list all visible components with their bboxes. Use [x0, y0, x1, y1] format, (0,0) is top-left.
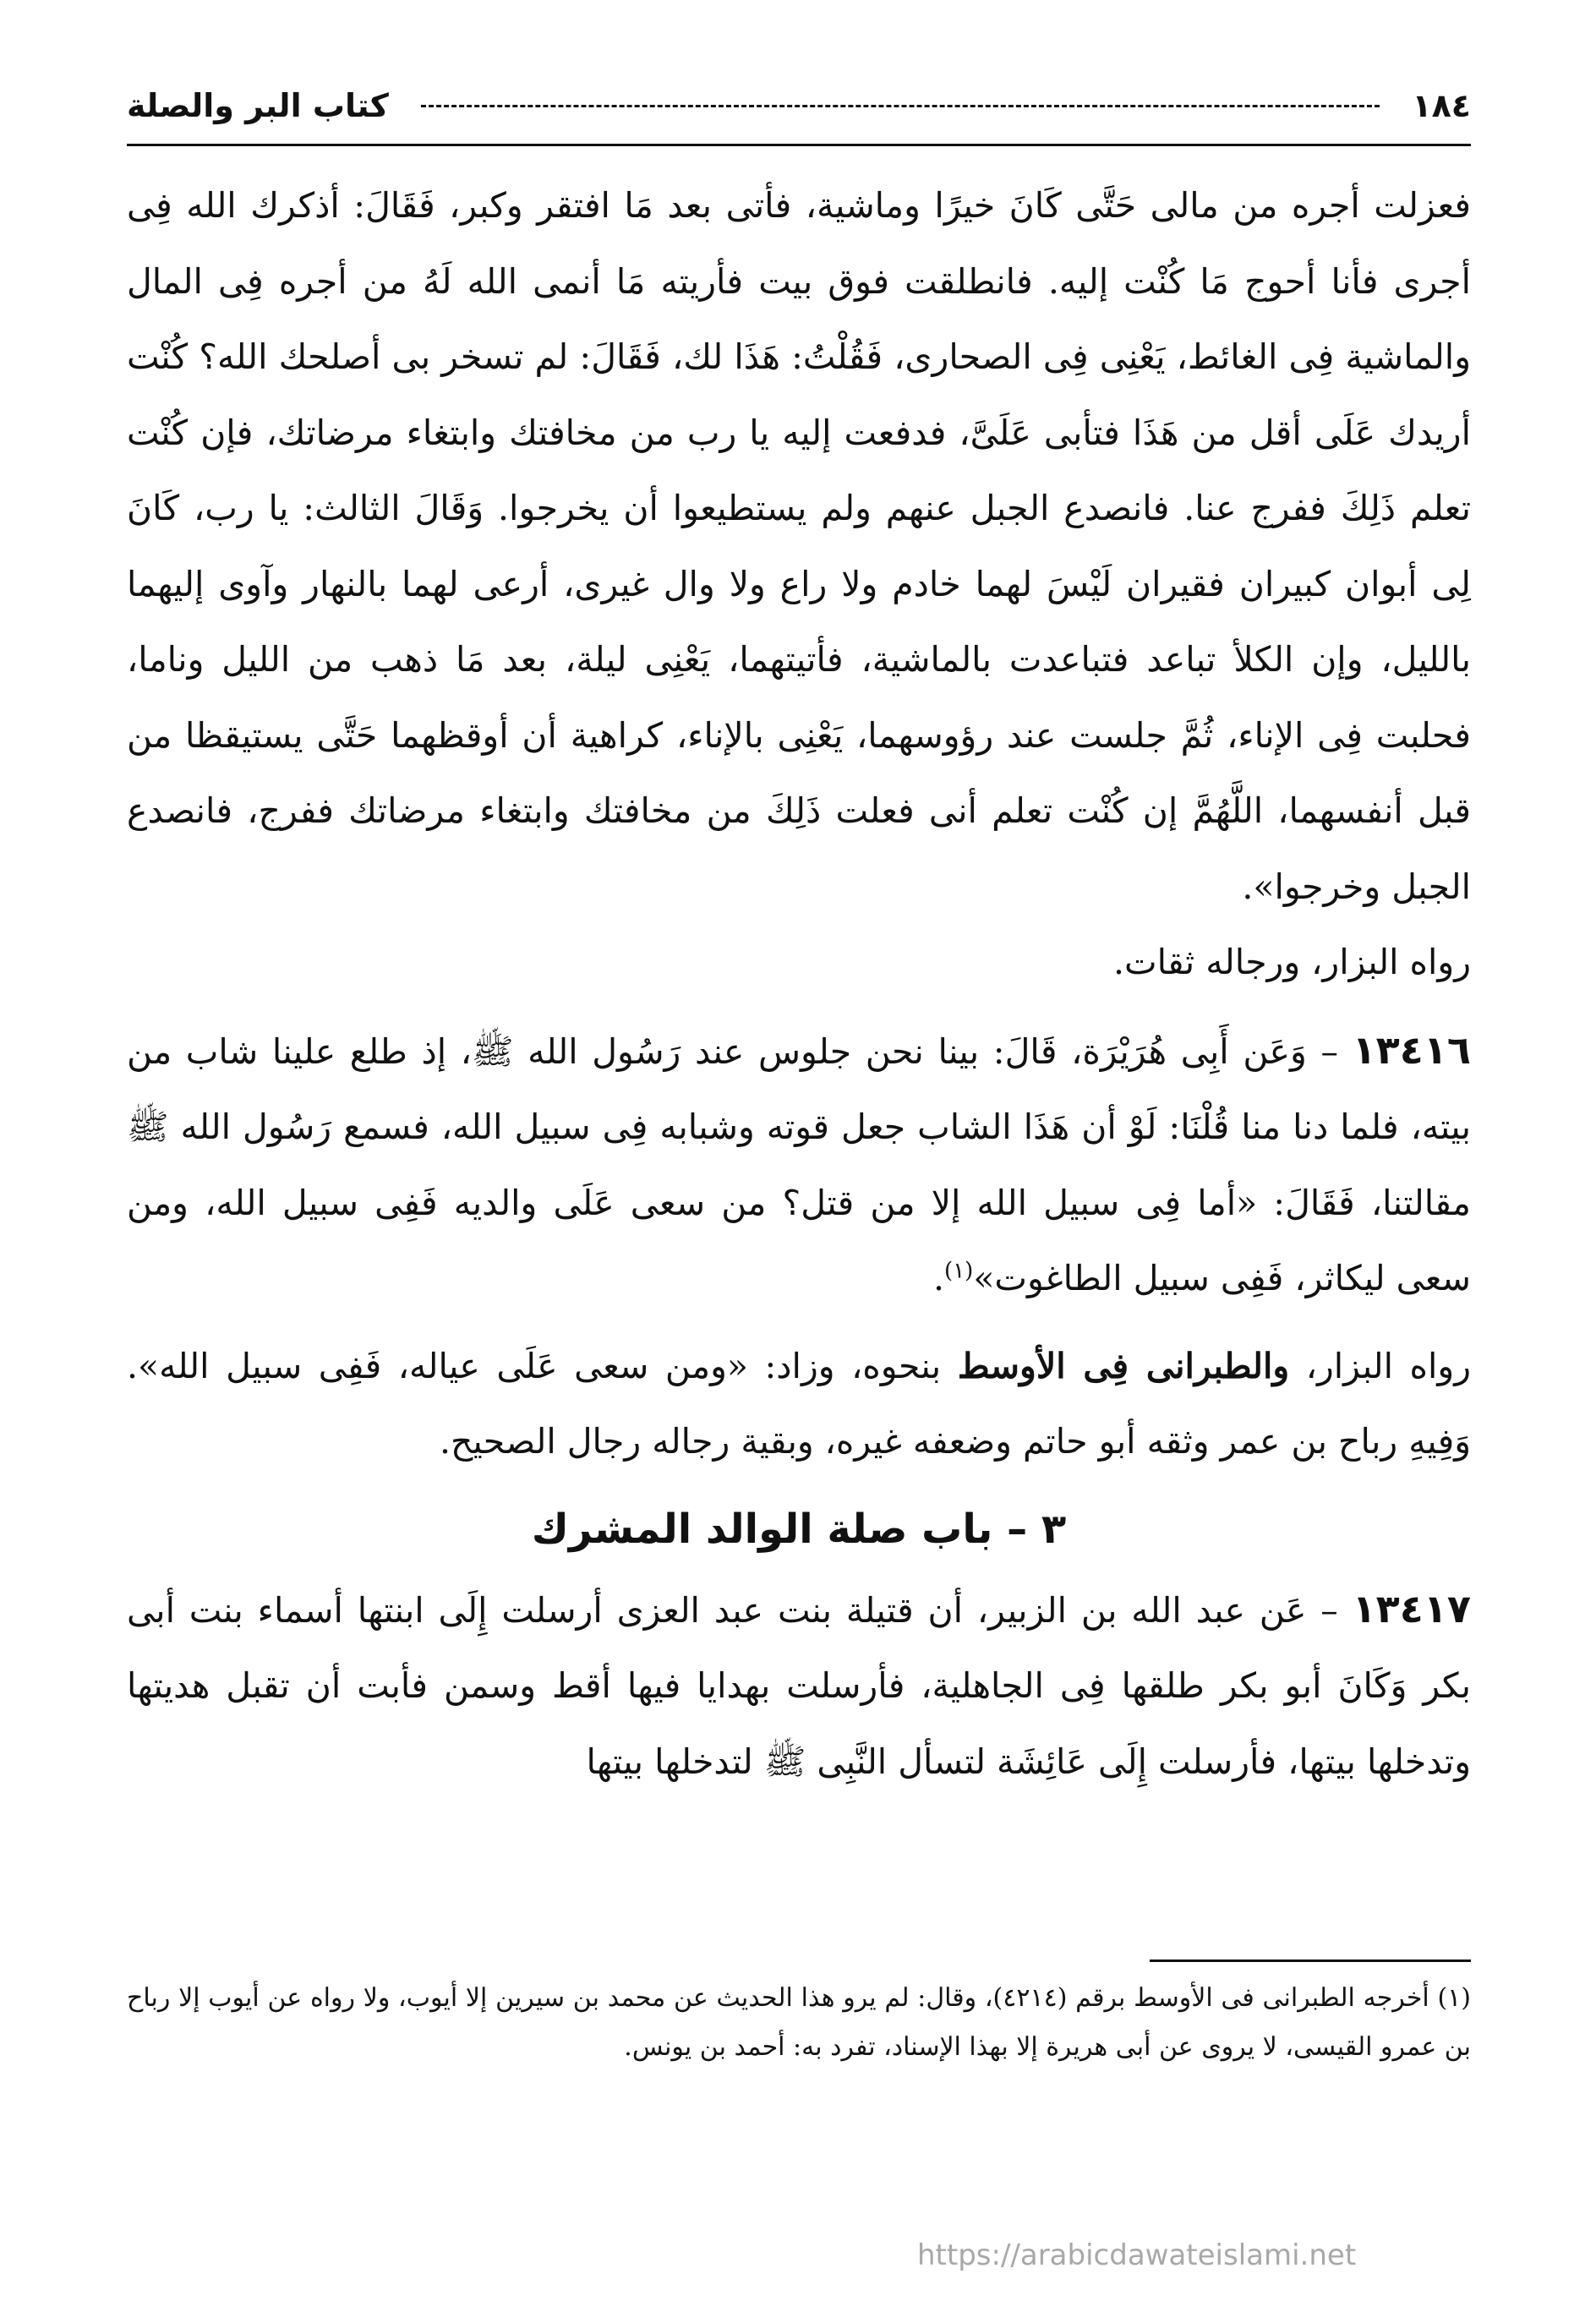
- book-title: كتاب البر والصلة: [127, 87, 389, 124]
- footnote-reference[interactable]: (١): [944, 1258, 974, 1284]
- narration-note: رواه البزار، ورجاله ثقات.: [1112, 942, 1471, 982]
- running-head-divider: [421, 105, 1380, 107]
- book-page: [127, 68, 1471, 2282]
- main-text: [127, 168, 1471, 1800]
- footnote-1: (١) أخرجه الطبرانى فى الأوسط برقم (٤٢١٤)، وقال: لم يرو هذا الحديث عن محمد بن سيرين إلا أيوب، ولا رواه عن أيوب إلا رباح بن عمرو القيسى، لا يروى عن أبى هريرة إلا بهذا الإسناد، تفرد به: أحمد بن يونس.: [127, 1983, 1471, 2062]
- hadith-13416: ١٣٤١٦ – وَعَن أَبِى هُرَيْرَة، قَالَ: بينا نحن جلوس عند رَسُول الله ﷺ، إذ طلع علينا شاب من بيته، فلما دنا منا قُلْنَا: لَوْ أن هَذَا الشاب جعل قوته وشبابه فِى سبيل الله، فسمع رَسُول الله ﷺ مقالتنا، فَقَالَ: «أما فِى سبيل الله إلا من قتل؟ من سعى عَلَى والديه فَفِى سبيل الله، ومن سعى ليكاثر، فَفِى سبيل الطاغوت»$^{(١)}$.: [127, 1026, 1471, 1298]
- narration-text: بنحوه، وزاد: «ومن سعى عَلَى عياله، فَفِى سبيل الله». وَفِيهِ رباح بن عمر وثقه أبو حاتم وضعفه غيره، وبقية رجاله رجال الصحيح.: [127, 1345, 1471, 1462]
- section-title: ٣ – باب صلة الوالد المشرك: [531, 1505, 1067, 1553]
- source-name: والطبرانى فِى الأوسط: [957, 1345, 1290, 1386]
- watermark-url: https://arabicdawateislami.net: [917, 2238, 1357, 2272]
- page-number: ١٨٤: [1412, 87, 1471, 124]
- narration-note: [127, 1329, 1471, 1480]
- running-head: [127, 68, 1471, 146]
- footnote-rule: [1150, 1959, 1471, 1962]
- hadith-13417: [127, 1571, 1471, 1801]
- hadith-text: – وَعَن أَبِى هُرَيْرَة، قَالَ: بينا نحن جلوس عند رَسُول الله ﷺ، إذ طلع علينا شاب من بيته، فلما دنا منا قُلْنَا: لَوْ أن هَذَا الشاب جعل قوته وشبابه فِى سبيل الله، فسمع رَسُول الله ﷺ مقالتنا، فَقَالَ: «أما فِى سبيل الله إلا من قتل؟ من سعى عَلَى والديه فَفِى سبيل الله، ومن سعى ليكاثر، فَفِى سبيل الطاغوت»: [127, 1030, 1471, 1298]
- paragraph-continuation: فعزلت أجره من مالى حَتَّى كَانَ خيرًا وماشية، فأتى بعد مَا افتقر وكبر، فَقَالَ: أذكرك الله فِى أجرى فأنا أحوج مَا كُنْت إليه. فانطلقت فوق بيت فأريته مَا أنمى الله لَهُ من أجره فِى المال والماشية فِى الغائط، يَعْنِى فِى الصحارى، فَقُلْتُ: هَذَا لك، فَقَالَ: لم تسخر بى أصلحك الله؟ كُنْت أريدك عَلَى أقل من هَذَا فتأبى عَلَىَّ، فدفعت إليه يا رب من مخافتك وابتغاء مرضاتك، فإن كُنْت تعلم ذَلِكَ ففرج عنا. فانصدع الجبل عنهم ولم يستطيعوا أن يخرجوا. وَقَالَ الثالث: يا رب، كَانَ لِى أبوان كبيران فقيران لَيْسَ لهما خادم ولا راع ولا وال غيرى، أرعى لهما بالنهار وآوى إليهما بالليل، وإن الكلأ تباعد فتباعدت بالماشية، فأتيتهما، يَعْنِى ليلة، بعد مَا ذهب من الليل وناما، فحلبت فِى الإناء، ثُمَّ جلست عند رؤوسهما، يَعْنِى بالإناء، كراهية أن أوقظهما حَتَّى يستيقظا من قبل أنفسهما، اللَّهُمَّ إن كُنْت تعلم أنى فعلت ذَلِكَ من مخافتك وابتغاء مرضاتك ففرج، فانصدع الجبل وخرجوا».: [127, 185, 1471, 907]
- hadith-text: – عَن عبد الله بن الزبير، أن قتيلة بنت عبد العزى أرسلت إِلَى ابنتها أسماء بنت أبى بكر وَكَانَ أبو بكر طلقها فِى الجاهلية، فأرسلت بهدايا فيها أقط وسمن فأبت أن تقبل هديتها وتدخلها بيتها، فأرسلت إِلَى عَائِشَة لتسأل النَّبِى ﷺ لتدخلها بيتها: [127, 1589, 1471, 1782]
- hadith-number: ١٣٤١٧: [1352, 1585, 1471, 1632]
- footnotes: [127, 1959, 1471, 2072]
- hadith-number: ١٣٤١٦: [1352, 1026, 1471, 1073]
- narration-text: رواه البزار،: [1289, 1345, 1472, 1386]
